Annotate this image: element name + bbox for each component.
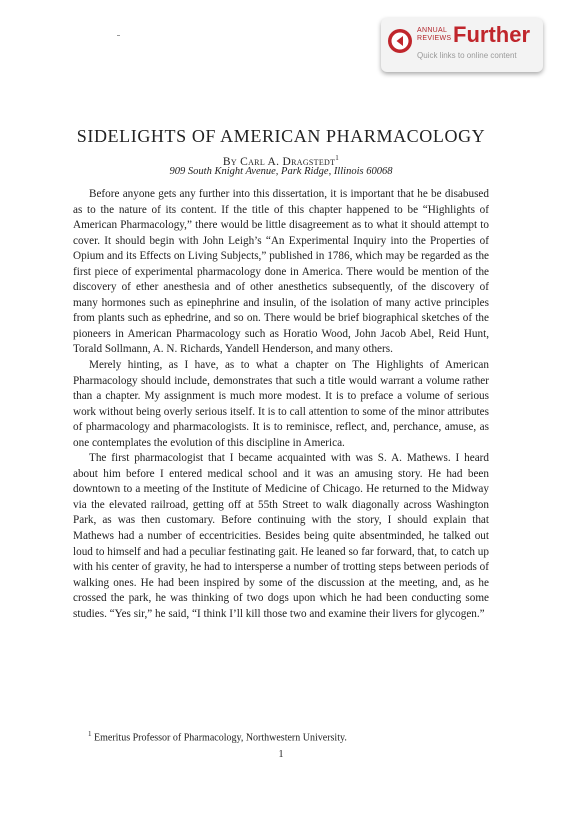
- badge-further-text: Further: [453, 22, 530, 47]
- footnote-text: Emeritus Professor of Pharmacology, Northwestern University.: [91, 732, 347, 744]
- body-paragraph: Merely hinting, as I have, as to what a chapter on The Highlights of American Pharmacology should include, demonstrates that such a title would warrant a volume rather than a chapter. My assignment is much more modest. It is to preface a volume of serious work without being overly serious itself. It is to call attention to some of the minor attributes of pharmacology and pharmacologists. It is to reminisce, reflect, and, perchance, amuse, as one contemplates the evolution of this discipline in America.: [73, 359, 489, 449]
- page-number: 1: [278, 749, 284, 760]
- byline-text: By Carl A. Dragstedt: [222, 155, 336, 168]
- body-paragraph: The first pharmacologist that I became acquainted with was S. A. Mathews. I heard about him before I entered medical school and it was an amusing story. He had been downtown to a meeting of the Institute of Medicine of Chicago. He returned to the Midway via the elevated railroad, getting off at 55th Street to walk diagonally across Washington Park, as was then customary. Before continuing with the story, I should explain that Mathews had a number of eccentricities. Besides being quite absentminded, he talked out loud to himself and had a peculiar festinating gait. He leaned so far forward, that, to catch up with his center of gravity, he had to intersperse a number of trotting steps between periods of walking ones. He had been inspired by some of the discussion at the meeting, and, as he crossed the park, he was thinking of two dogs upon which he had been conducting some studies. “Yes sir,” he said, “I think I’ll kill those two and examine their livers for glycogen.”: [73, 452, 489, 620]
- article-title: SIDELIGHTS OF AMERICAN PHARMACOLOGY: [76, 126, 486, 146]
- play-arrow-icon: [387, 28, 413, 54]
- footnote-mark: 1: [88, 730, 92, 738]
- badge-annual-text: ANNUAL: [417, 27, 448, 34]
- further-badge[interactable]: [381, 18, 543, 72]
- article-body: [73, 187, 489, 622]
- byline-footnote-mark: 1: [335, 154, 340, 162]
- scan-speck: [117, 35, 120, 36]
- footnote: [88, 728, 488, 744]
- author-address: 909 South Knight Avenue, Park Ridge, Illinois 60068: [169, 166, 393, 177]
- badge-subtitle: Quick links to online content: [417, 51, 517, 60]
- body-paragraph: Before anyone gets any further into this dissertation, it is important that he be disabused as to the nature of its content. If the title of this chapter happened to be “Highlights of American Pharmacology,” there would be little disagreement as to what it should attempt to cover. It should begin with John Leigh’s “An Experimental Inquiry into the Properties of Opium and its Effects on Living Subjects,” published in 1786, which may be regarded as the first piece of experimental pharmacology done in America. There would be mention of the discovery of ether anesthesia and of other anesthetics subsequently, of the discovery of many hormones such as epinephrine and insulin, of the isolation of many active principles from plants such as ephedrine, and so on. There would be brief biographical sketches of the pioneers in American Pharmacology such as Horatio Wood, John Jacob Abel, Reid Hunt, Torald Sollmann, A. N. Richards, Yandell Henderson, and many others.: [73, 188, 489, 356]
- badge-reviews-text: REVIEWS: [417, 35, 452, 42]
